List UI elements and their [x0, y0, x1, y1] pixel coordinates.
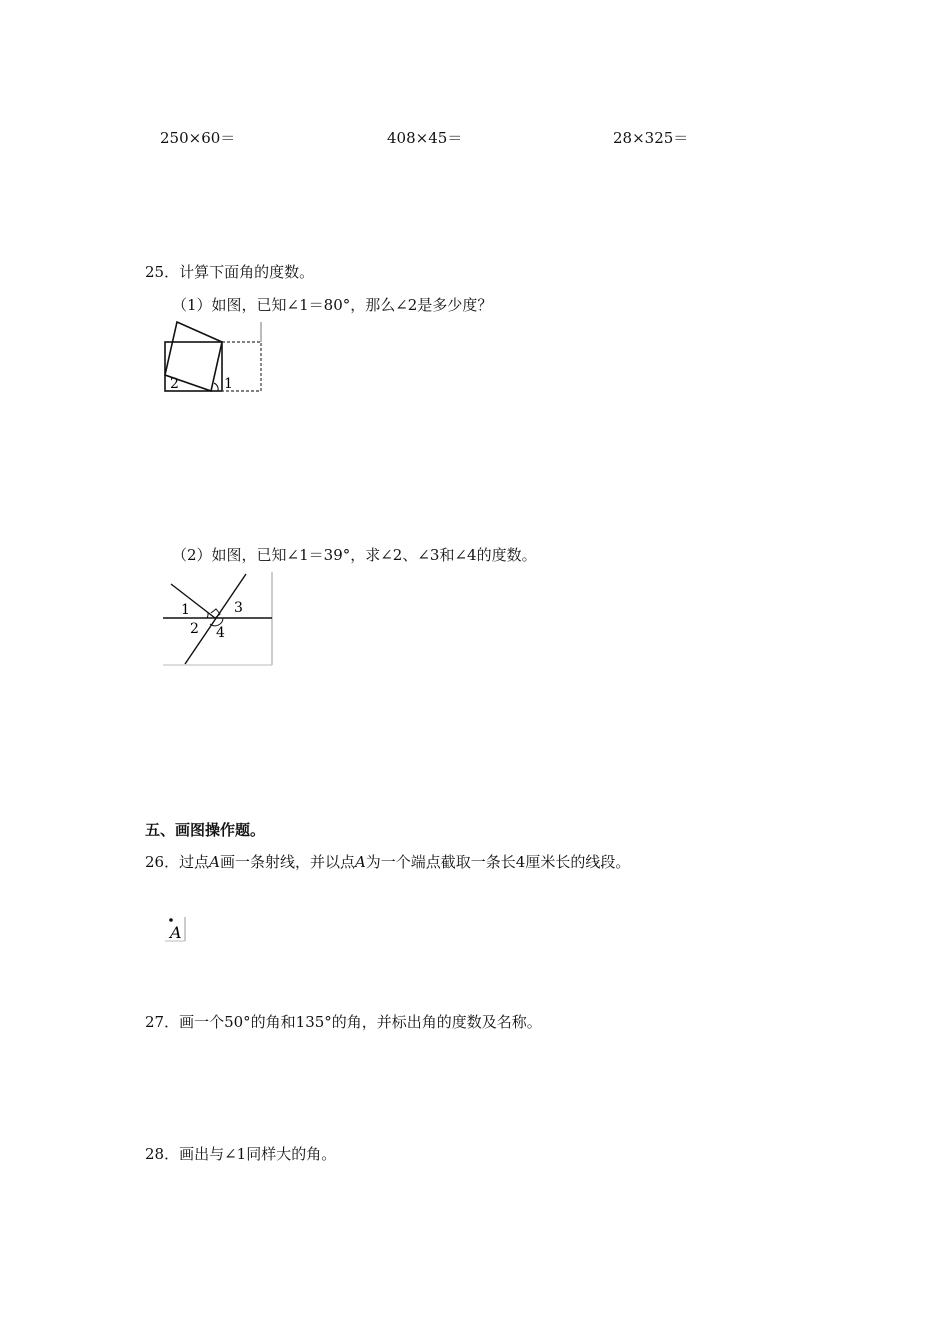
fig2-label-2: 2	[190, 621, 199, 637]
q28-text: 28．画出与∠1同样大的角。	[145, 1145, 337, 1163]
q25-part2: （2）如图，已知∠1＝39°，求∠2、∠3和∠4的度数。	[172, 546, 537, 564]
q25-title: 25．计算下面角的度数。	[145, 263, 315, 281]
fig1-label-2: 2	[170, 376, 179, 392]
fig2-label-1: 1	[181, 602, 190, 618]
calc-item-1: 250×60＝	[160, 129, 236, 147]
point-a-label: A	[170, 923, 182, 942]
q26-text: 26．过点A画一条射线，并以点A为一个端点截取一条长4厘米长的线段。	[145, 853, 631, 871]
point-a-figure	[165, 915, 189, 943]
fig1-label-1: 1	[224, 376, 233, 392]
calc-item-3: 28×325＝	[613, 129, 689, 147]
q25-part1: （1）如图，已知∠1＝80°，那么∠2是多少度？	[172, 296, 493, 314]
section5-heading: 五、画图操作题。	[145, 821, 266, 839]
folded-rectangle-figure	[163, 322, 265, 394]
intersecting-lines-figure	[163, 572, 275, 667]
calc-item-2: 408×45＝	[387, 129, 463, 147]
fig2-label-3: 3	[234, 600, 243, 616]
fig2-label-4: 4	[216, 625, 225, 641]
q27-text: 27．画一个50°的角和135°的角，并标出角的度数及名称。	[145, 1013, 542, 1031]
